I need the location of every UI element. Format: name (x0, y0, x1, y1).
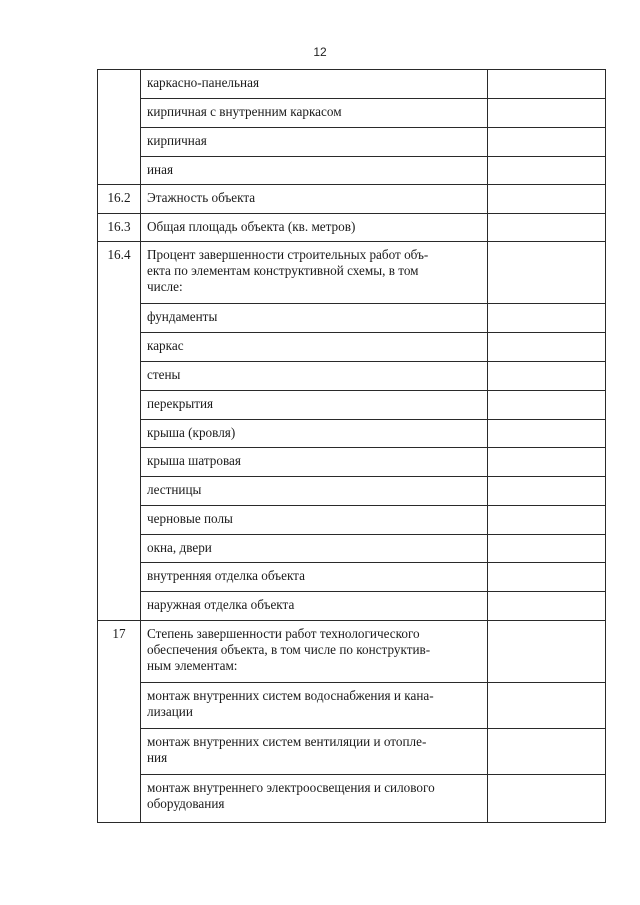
row-value-cell[interactable] (488, 242, 606, 304)
table-row (98, 477, 606, 506)
row-number: 16.4 (107, 247, 131, 262)
row-text-cell (141, 362, 488, 391)
row-text: крыша шатровая (147, 453, 241, 468)
table-row (98, 506, 606, 535)
table-row (98, 333, 606, 362)
row-value-cell[interactable] (488, 128, 606, 157)
row-value-cell[interactable] (488, 506, 606, 535)
row-value-cell[interactable] (488, 391, 606, 420)
row-text-cell (141, 128, 488, 157)
row-text: Степень завершенности работ технологического обеспечения объекта, в том числе по конструктив- ным элементам: (147, 626, 431, 673)
row-number-cell (98, 214, 141, 242)
row-text: крыша (кровля) (147, 425, 236, 440)
row-text: кирпичная (147, 133, 207, 148)
table-row (98, 683, 606, 729)
row-value-cell[interactable] (488, 304, 606, 333)
table-row (98, 304, 606, 333)
row-text-cell (141, 448, 488, 477)
table-row (98, 157, 606, 185)
row-text-cell (141, 506, 488, 535)
row-text: иная (147, 162, 174, 177)
row-value-cell[interactable] (488, 333, 606, 362)
row-text: лестницы (147, 482, 202, 497)
row-value-cell[interactable] (488, 477, 606, 506)
row-number: 16.3 (107, 219, 131, 234)
row-text-cell (141, 70, 488, 99)
row-text: монтаж внутренних систем водоснабжения и кана- лизации (147, 688, 434, 719)
row-text: наружная отделка объекта (147, 597, 295, 612)
table-row (98, 775, 606, 823)
form-table (97, 69, 606, 823)
row-value-cell[interactable] (488, 621, 606, 683)
table-row (98, 70, 606, 99)
table-row (98, 592, 606, 621)
row-text: перекрытия (147, 396, 214, 411)
table-row (98, 621, 606, 683)
row-value-cell[interactable] (488, 683, 606, 729)
table-row (98, 185, 606, 214)
row-number (98, 70, 140, 75)
row-text-cell (141, 621, 488, 683)
table-row (98, 391, 606, 420)
row-number-cell (98, 185, 141, 214)
row-text-cell (141, 775, 488, 823)
row-number-cell (98, 70, 141, 185)
row-text-cell (141, 304, 488, 333)
row-value-cell[interactable] (488, 214, 606, 242)
table-row (98, 128, 606, 157)
row-text-cell (141, 333, 488, 362)
table-row (98, 448, 606, 477)
row-text-cell (141, 563, 488, 592)
row-value-cell[interactable] (488, 563, 606, 592)
row-text: Процент завершенности строительных работ объ- екта по элементам конструктивной схемы, в том числе: (147, 247, 429, 294)
table-row (98, 563, 606, 592)
row-text-cell (141, 157, 488, 185)
row-text: кирпичная с внутренним каркасом (147, 104, 342, 119)
row-value-cell[interactable] (488, 362, 606, 391)
table-row (98, 99, 606, 128)
row-text-cell (141, 683, 488, 729)
row-text-cell (141, 214, 488, 242)
row-number-cell (98, 242, 141, 621)
row-text-cell (141, 185, 488, 214)
table-row (98, 729, 606, 775)
row-text-cell (141, 592, 488, 621)
row-number-cell (98, 621, 141, 823)
row-text-cell (141, 729, 488, 775)
row-text: Этажность объекта (147, 190, 256, 205)
row-text-cell (141, 477, 488, 506)
row-text-cell (141, 420, 488, 448)
table-row (98, 420, 606, 448)
row-text: Общая площадь объекта (кв. метров) (147, 219, 356, 234)
page-number: 12 (313, 45, 327, 59)
row-value-cell[interactable] (488, 592, 606, 621)
table-row (98, 242, 606, 304)
row-value-cell[interactable] (488, 535, 606, 563)
row-value-cell[interactable] (488, 775, 606, 823)
row-text: черновые полы (147, 511, 233, 526)
row-text-cell (141, 535, 488, 563)
row-text: каркас (147, 338, 184, 353)
table-row (98, 362, 606, 391)
row-value-cell[interactable] (488, 420, 606, 448)
row-text: каркасно-панельная (147, 75, 260, 90)
table-row (98, 535, 606, 563)
row-text: монтаж внутренних систем вентиляции и отопле- ния (147, 734, 427, 765)
row-value-cell[interactable] (488, 729, 606, 775)
row-text: стены (147, 367, 181, 382)
row-text-cell (141, 99, 488, 128)
row-value-cell[interactable] (488, 99, 606, 128)
row-number: 16.2 (107, 190, 131, 205)
row-value-cell[interactable] (488, 448, 606, 477)
row-value-cell[interactable] (488, 70, 606, 99)
row-value-cell[interactable] (488, 157, 606, 185)
row-text: окна, двери (147, 540, 212, 555)
row-text-cell (141, 391, 488, 420)
row-text: монтаж внутреннего электроосвещения и силового оборудования (147, 780, 435, 811)
row-value-cell[interactable] (488, 185, 606, 214)
row-text: фундаменты (147, 309, 218, 324)
row-text: внутренняя отделка объекта (147, 568, 305, 583)
table-row (98, 214, 606, 242)
row-text-cell (141, 242, 488, 304)
row-number: 17 (112, 626, 126, 641)
